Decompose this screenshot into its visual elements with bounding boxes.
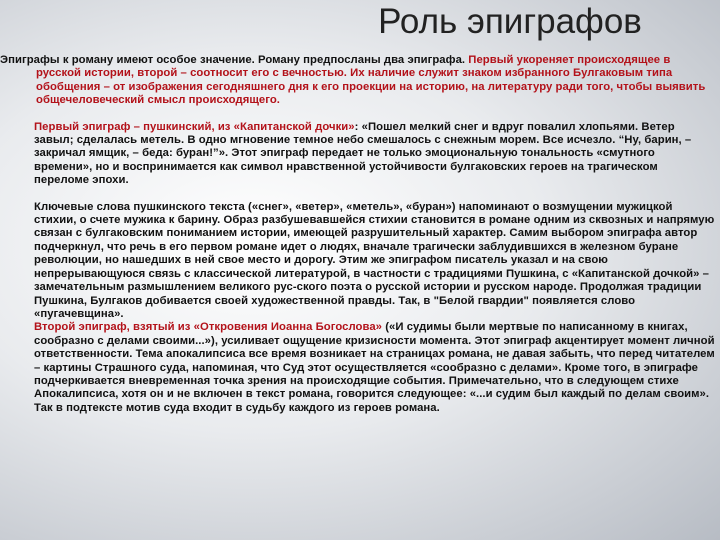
paragraph-key-words xyxy=(0,201,716,416)
intro-text: Эпиграфы к роману имеют особое значение. Роману предпосланы два эпиграфа. xyxy=(0,54,469,66)
paragraph-intro xyxy=(0,54,716,108)
first-epigraph-heading: Первый эпиграф – пушкинский, из «Капитанской дочки» xyxy=(34,120,355,133)
first-epigraph-text: : «Пошел мелкий снег и вдруг повалил хлопьями. Ветер завыл; сделалась метель. В одно мгновение темное небо смешалось с снежным морем. Все исчезло. “Ну, барин, – закричал ямщик, – беда: буран!”». Этот эпиграф передает не только эмоциональную тональность «смутного времени», но и воспринимается как символ нравственной устойчивости булгаковских героев на трагическом переломе эпохи. xyxy=(34,120,692,187)
second-epigraph-heading: Второй эпиграф, взятый из «Откровения Иоанна Богослова» xyxy=(34,321,383,334)
paragraph-first-epigraph xyxy=(0,121,716,188)
key-words-text: Ключевые слова пушкинского текста («снег», «ветер», «метель», «буран») напоминают о возмущении мужицкой стихии, о счете мужика к барину. Образ разбушевавшейся стихии становится в романе одним из сквозных и напрямую связан с булгаковским пониманием истории, имеющей разрушительный характер. Самим выбором эпиграфа автор подчеркнул, что речь в его первом романе идет о людях, вначале трагически заблудившихся в железном буране революции, но нашедших в ней свое место и дорогу. Этим же эпиграфом писатель указал и на свою непрерывающуюся связь с классической литературой, в частности с традициями Пушкина, с «Капитанской дочкой» – замечательным размышлением великого рус-ского поэта о русской истории и русском народе. Продолжая традиции Пушкина, Булгаков добивается своей художественной правды. Так, в "Белой гвардии" появляется слово «пугачевщина». xyxy=(34,200,715,320)
second-epigraph-text: («И судимы были мертвые по написанному в книгах, сообразно с делами своими...»), усиливает ощущение кризисности момента. Этот эпиграф акцентирует момент личной ответственности. Тема апокалипсиса все время возникает на страницах романа, не давая забыть, что перед читателем – картины Страшного суда, напоминая, что Суд этот осуществляется «сообразно с делами». Кроме того, в эпиграфе подчеркивается вневременная точка зрения на происходящие события. Примечательно, что в следующем стихе Апокалипсиса, хотя он и не включен в текст романа, говорится следующее: «...и судим был каждый по делам своим». Так в подтексте мотив суда входит в судьбу каждого из героев романа. xyxy=(34,321,715,414)
intro-highlight: Первый укореняет происходящее в русской истории, второй – соотносит его с вечностью. Их наличие служит знаком избранного Булгаковым типа обобщения – от изображения сегодняшнего дня к его проекции на историю, на литературу ради того, чтобы выявить общечеловеческий смысл происходящего. xyxy=(36,54,706,107)
body-text xyxy=(0,54,716,415)
slide-title: Роль эпиграфов xyxy=(378,2,642,41)
